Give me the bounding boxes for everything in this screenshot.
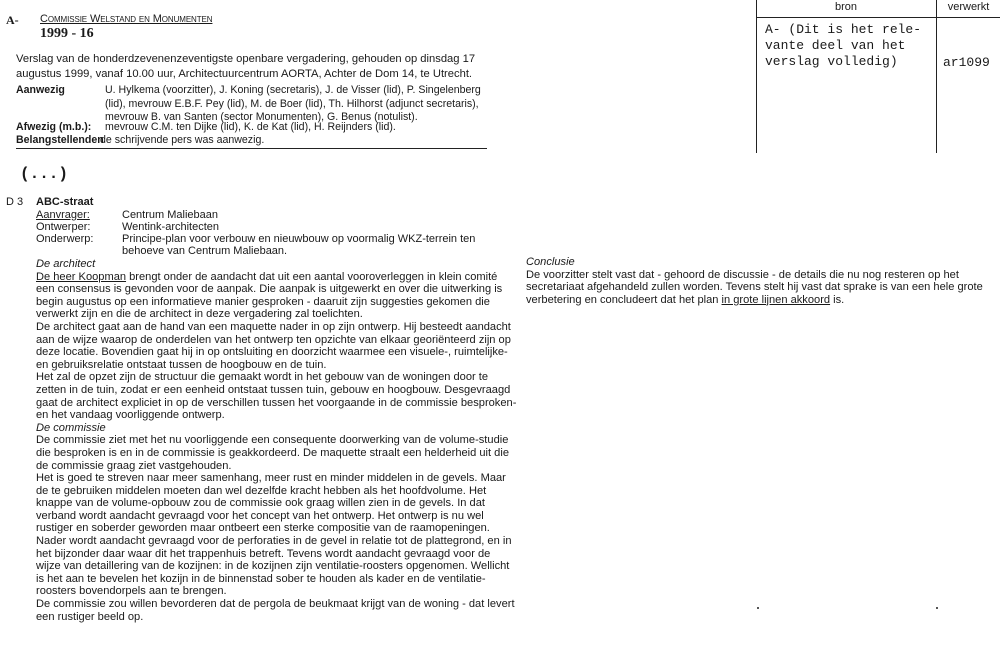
architect-paragraph-3: Het zal de opzet zijn de structuur die gemaakt wordt in het gebouw van de woningen door te zetten in de tuin, zodat er een eenheid ontstaat tussen tuin, gebouw en hoogbouw. Desgevraagd gaat de architect expliciet in op de verschillen tussen het voorgaande in de commissie besproken- en het vandaag voorliggende ontwerp. [36,371,517,422]
present-value: U. Hylkema (voorzitter), J. Koning (secretaris), J. de Visser (lid), P. Singelenberg (lid), mevrouw E.B.F. Pey (lid), M. de Boer (lid), Th. Hilhorst (adjunct secretaris), mevrouw B. van Santen (sector Monumenten), G. Benus (notulist). [105,84,481,123]
column-header-bron: bron [834,1,858,13]
present-label: Aanwezig [16,84,65,96]
table-header-rule [756,17,1000,18]
commission-heading: De commissie [36,421,106,434]
item-body [36,258,518,623]
omission-marker: (...) [20,165,69,183]
commission-paragraph-1: De commissie ziet met het nu voorliggende een consequente doorwerking van de volume-studie die besproken is en in de commissie is geakkordeerd. De maquette straalt een helderheid uit die de commissie graag ziet vastgehouden. [36,434,509,472]
commission-paragraph-4: De commissie zou willen bevorderen dat de pergola de beukmaat krijgt van de woning - dat levert een rustiger beeld op. [36,598,515,623]
conclusion-text [526,269,996,307]
verwerkt-value: ar1099 [943,55,990,70]
absent-label: Afwezig (m.b.): [16,121,92,133]
commission-name: Commissie Welstand en Monumenten [40,13,213,25]
aanvrager-label: Aanvrager: [36,209,90,221]
commission-paragraph-3: Nader wordt aandacht gevraagd voor de perforaties in de gevel in relatie tot de plattegrond, en in het bijzonder daar waar dit het trappenhuis betreft. Tevens wordt aandacht gevraagd voor de wijze van detaillering van de kozijnen: in de kozijnen zijn ventilatie-roosters opgenomen. Wellicht is het aan te bevelen het kozijn in de binnenstad sober te houden als kader en de ventilatie-roosters bovendorpels aan te brengen. [36,535,512,598]
ontwerper-value: Wentink-architecten [122,221,220,233]
architect-name: De heer Koopman [36,270,127,283]
scan-speck [936,607,938,609]
header-divider [16,148,487,149]
column-header-verwerkt: verwerkt [947,1,990,13]
architect-paragraph-1-text: brengt onder de aandacht dat uit een aantal vooroverleggen in klein comité een consensus is gevonden voor de aanpak. Die aanpak is uitgewerkt en over die uitwerking is begin augustus op een informatieve manier gesproken - daaruit zijn suggesties gekomen die verwerkt zijn en die de architect in deze vergadering zal toelichten. [36,270,503,321]
onderwerp-label: Onderwerp: [36,233,94,245]
conclusion [526,256,996,306]
item-title: ABC-straat [36,196,94,208]
table-border-middle [936,0,937,153]
table-border-left [756,0,757,153]
attendance-stakeholders [16,134,496,148]
item-number: D 3 [6,196,24,208]
onderwerp-value: Principe-plan voor verbouw en nieuwbouw op voormalig WKZ-terrein ten behoeve van Centrum Maliebaan. [122,233,476,257]
ontwerper-label: Ontwerper: [36,221,91,233]
conclusion-verdict: in grote lijnen akkoord [721,293,831,306]
document-code: A- [6,13,19,27]
meeting-intro: Verslag van de honderdzevenenzeventigste openbare vergadering, gehouden op dinsdag 17 augustus 1999, vanaf 10.00 uur, Architectuurcentrum AORTA, Achter de Dom 14, te Utrecht. [16,53,476,80]
absent-value: mevrouw C.M. ten Dijke (lid), K. de Kat (lid), H. Reijnders (lid). [105,121,396,133]
aanvrager-value: Centrum Maliebaan [122,209,218,221]
architect-heading: De architect [36,258,96,270]
attendance-absent [16,121,496,135]
architect-paragraph-2: De architect gaat aan de hand van een maquette nader in op zijn ontwerp. Hij besteedt aandacht aan de wijze waarop de onderdelen van het ontwerp ten opzichte van elkaar georiënteerd zijn op deze locatie. Bovendien gaat hij in op ontsluiting en doorzicht waarmee een visuele-, ruimtelijke- en gebruiksrelatie ontstaat tussen de hoogbouw en de tuin. [36,320,511,371]
stakeholders-value: de schrijvende pers was aanwezig. [100,134,265,146]
architect-paragraph-1 [36,271,518,321]
attendance-present [16,84,496,126]
meeting-number: 1999 - 16 [40,26,94,41]
conclusion-text-a: De voorzitter stelt vast dat - gehoord de discussie - de details die nu nog resteren op het secretariaat afgehandeld zullen worden. Tevens stelt hij vast dat sprake is van een hele grote verbetering en concludeert dat het plan [526,268,983,306]
scan-speck [757,607,759,609]
conclusion-heading: Conclusie [526,256,575,268]
commission-paragraph-2: Het is goed te streven naar meer samenhang, meer rust en minder middelen in de gevels. Maar de te gebruiken middelen moeten dan wel dezelfde kracht hebben als het hoofdvolume. Het knappe van de volume-opbouw zou de commissie ook graag willen zien in de gevels. In dat verband wordt aandacht gevraagd voor het concept van het ontwerp. Het ontwerp is nu wel rustiger en soberder geworden maar ontbeert een sterke compositie van de raamopeningen. [36,472,506,535]
conclusion-text-b: is. [830,293,845,306]
stakeholders-label: Belangstellenden [16,134,104,146]
bron-note: A- (Dit is het rele-vante deel van het verslag volledig) [765,22,922,69]
